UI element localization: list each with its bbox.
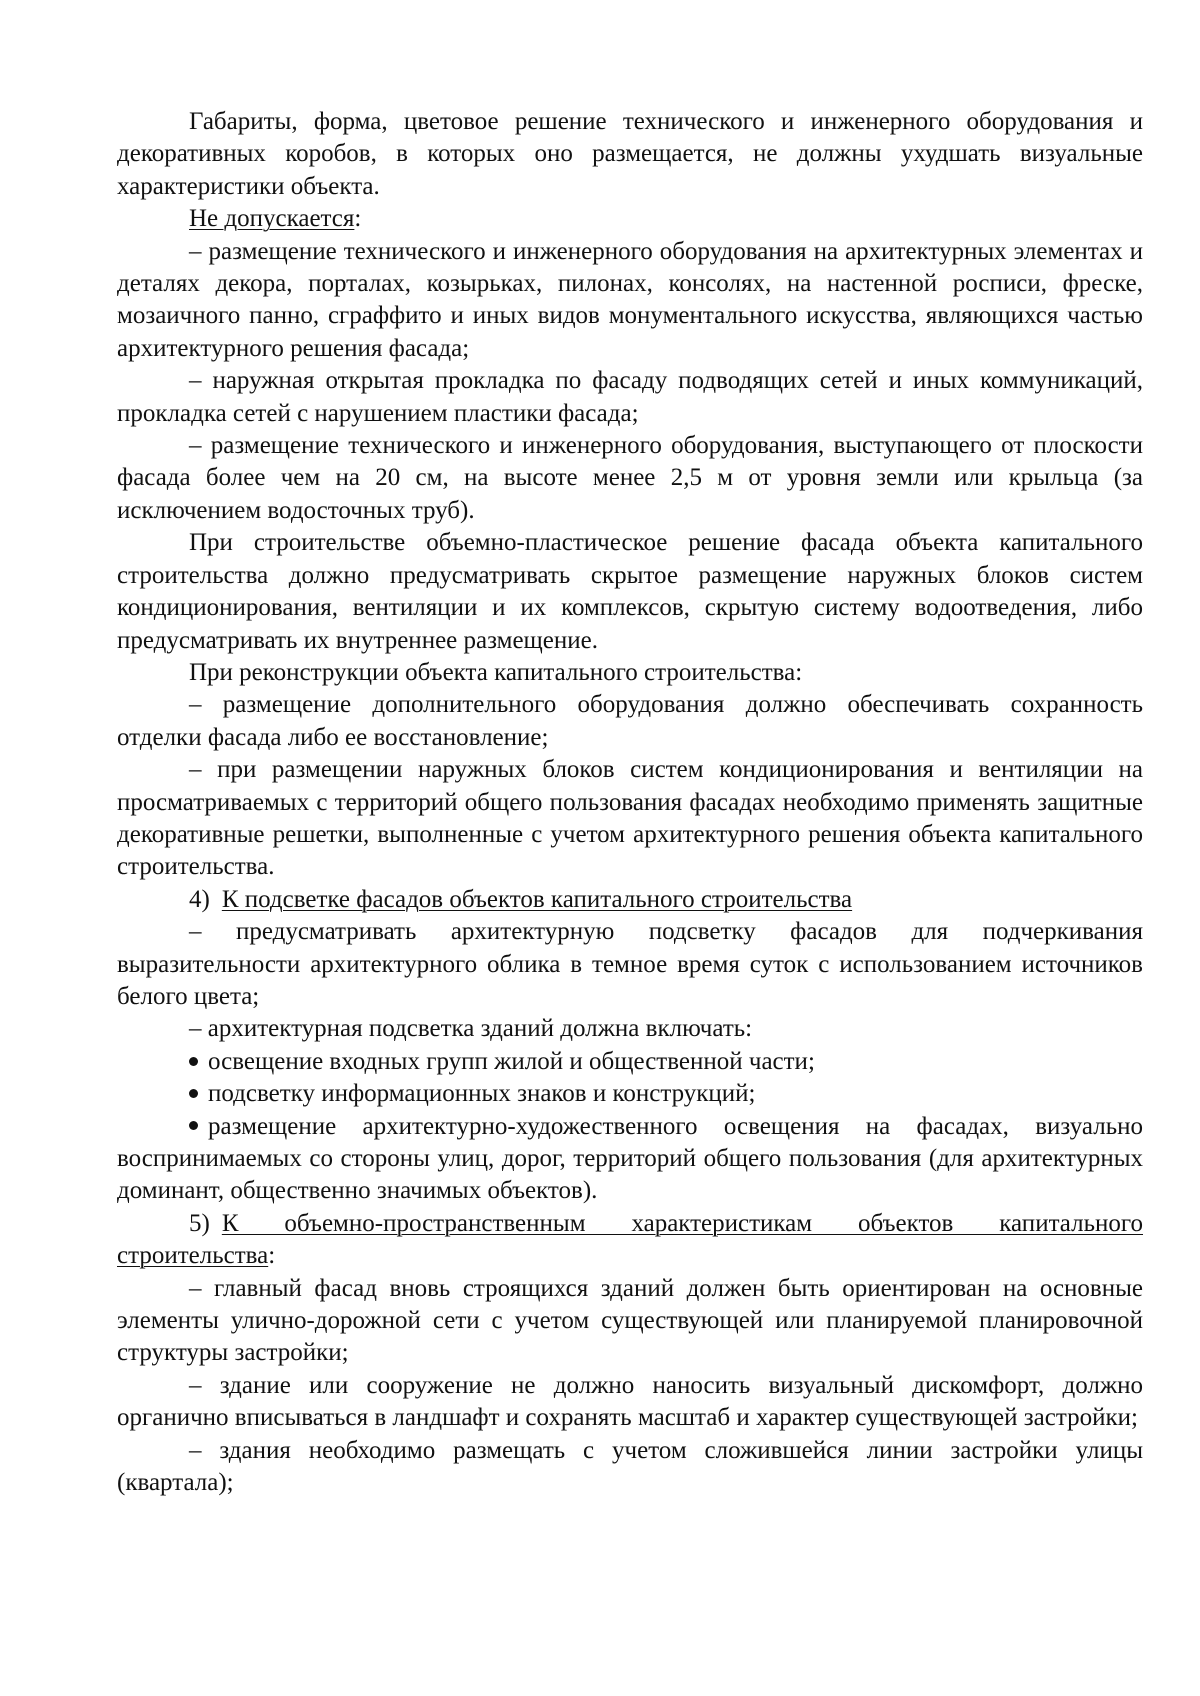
bullet-item-entrance-lighting: [117, 1046, 1143, 1078]
paragraph-not-allowed: [117, 203, 1143, 235]
not-allowed-colon: :: [354, 205, 362, 233]
not-allowed-heading: Не допускается: [189, 205, 355, 233]
bullet-item-artistic-lighting: [117, 1111, 1143, 1208]
section-heading-lighting: [117, 884, 1143, 916]
bullet-item-sign-lighting: [117, 1078, 1143, 1110]
list-item-main-facade: – главный фасад вновь строящихся зданий должен быть ориентирован на основные элементы улично-дорожной сети с учетом существующей или планируемой планировочной структуры застройки;: [117, 1274, 1143, 1367]
paragraph-construction: При строительстве объемно-пластическое решение фасада объекта капитального строительства должно предусматривать скрытое размещение наружных блоков систем кондиционирования, вентиляции и их комплексов, скрытую систему водоотведения, либо предусматривать их внутреннее размещение.: [117, 529, 1143, 654]
list-item-architectural-lighting: – предусматривать архитектурную подсветку фасадов для подчеркивания выразительности архитектурного облика в темное время суток с использованием источников белого цвета;: [117, 918, 1143, 1010]
paragraph-dimensions: Габариты, форма, цветовое решение технического и инженерного оборудования и декоративных коробов, в которых оно размещается, не должны ухудшать визуальные характеристики объекта.: [117, 108, 1143, 200]
list-item-equipment-on-decor: – размещение технического и инженерного оборудования на архитектурных элементах и деталях декора, порталах, козырьках, пилонах, консолях, на настенной росписи, фреске, мозаичного панно, сграффито и иных видов монументального искусства, являющихся частью архитектурного решения фасада;: [117, 237, 1143, 362]
bullet-icon: [189, 1121, 198, 1130]
bullet-text: подсветку информационных знаков и конструкций;: [208, 1080, 756, 1108]
bullet-icon: [189, 1089, 198, 1098]
section-title-lighting: К подсветке фасадов объектов капитального строительства: [221, 885, 853, 913]
section-number-4: 4): [189, 885, 210, 913]
list-item-additional-equipment: – размещение дополнительного оборудования должно обеспечивать сохранность отделки фасада либо ее восстановление;: [117, 691, 1143, 751]
bullet-text: размещение архитектурно-художественного освещения на фасадах, визуально воспринимаемых со стороны улиц, дорог, территорий общего пользования (для архитектурных доминант, общественно значимых объектов).: [117, 1112, 1143, 1205]
list-item-building-line: – здания необходимо размещать с учетом сложившейся линии застройки улицы (квартала);: [117, 1436, 1143, 1497]
section-title-colon: :: [268, 1242, 276, 1270]
bullet-text: освещение входных групп жилой и общественной части;: [208, 1047, 815, 1075]
list-item-open-wiring: – наружная открытая прокладка по фасаду подводящих сетей и иных коммуникаций, прокладка сетей с нарушением пластики фасада;: [117, 367, 1143, 427]
list-item-protective-grilles: – при размещении наружных блоков систем кондиционирования и вентиляции на просматриваемых с территорий общего пользования фасадах необходимо применять защитные декоративные решетки, выполненные с учетом архитектурного решения объекта капитального строительства.: [117, 756, 1143, 881]
bullet-icon: [189, 1057, 198, 1066]
paragraph-reconstruction: При реконструкции объекта капитального строительства:: [189, 658, 803, 686]
list-item-lighting-includes: – архитектурная подсветка зданий должна включать:: [189, 1015, 753, 1043]
section-number-5: 5): [189, 1209, 210, 1237]
section-heading-volume: [117, 1208, 1143, 1273]
list-item-protruding-equipment: – размещение технического и инженерного оборудования, выступающего от плоскости фасада более чем на 20 см, на высоте менее 2,5 м от уровня земли или крыльца (за исключением водосточных труб).: [117, 432, 1143, 524]
document-page: [117, 106, 1143, 1499]
list-item-visual-comfort: – здание или сооружение не должно наносить визуальный дискомфорт, должно органично вписываться в ландшафт и сохранять масштаб и характер существующей застройки;: [117, 1371, 1143, 1432]
section-title-volume: К объемно-пространственным характеристикам объектов капитального строительства: [117, 1209, 1143, 1270]
